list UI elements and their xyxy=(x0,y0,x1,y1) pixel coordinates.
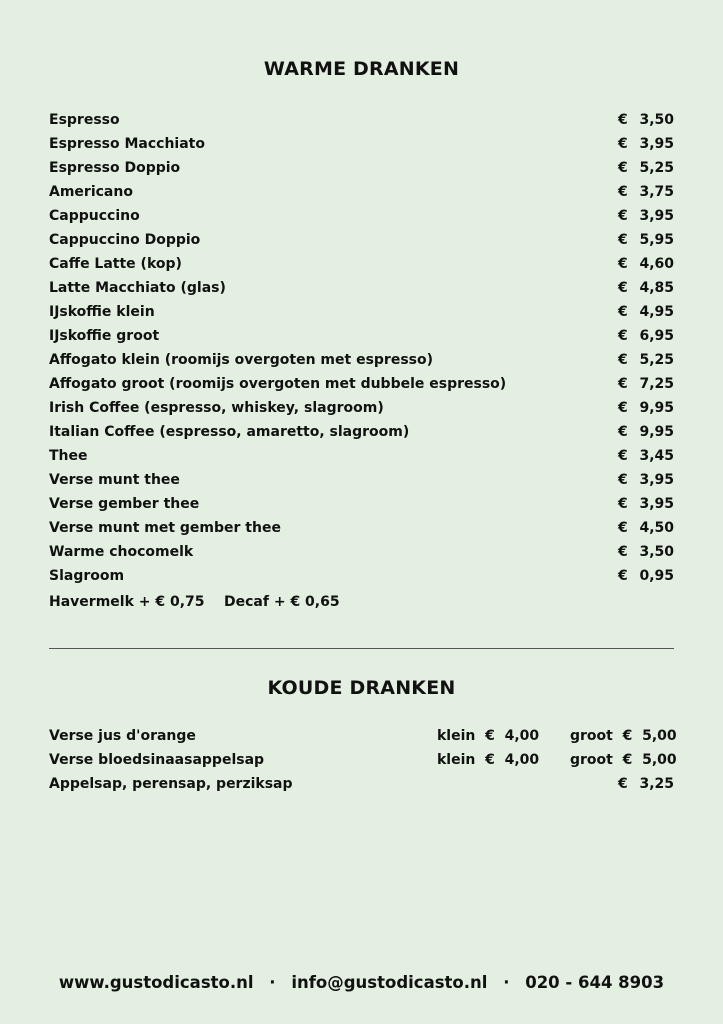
item-name: Cappuccino xyxy=(49,208,140,224)
item-price: 5,95 xyxy=(639,232,674,248)
item-name: Italian Coffee (espresso, amaretto, slagroom) xyxy=(49,424,410,440)
currency-symbol: € xyxy=(618,472,628,488)
item-name: Affogato klein (roomijs overgoten met espresso) xyxy=(49,352,434,368)
item-price: 6,95 xyxy=(639,328,674,344)
currency-symbol: € xyxy=(618,280,628,296)
menu-item xyxy=(49,252,674,276)
item-name: Caffe Latte (kop) xyxy=(49,256,182,272)
item-price: 3,95 xyxy=(639,472,674,488)
item-price: 4,85 xyxy=(639,280,674,296)
menu-item xyxy=(49,108,674,132)
item-name: Verse munt met gember thee xyxy=(49,520,281,536)
currency-symbol: € xyxy=(618,112,628,128)
currency-symbol: € xyxy=(618,328,628,344)
menu-item xyxy=(49,468,674,492)
item-price: 3,95 xyxy=(639,136,674,152)
item-price: 3,95 xyxy=(639,208,674,224)
item-price: 5,25 xyxy=(639,352,674,368)
item-name: Latte Macchiato (glas) xyxy=(49,280,226,296)
menu-item xyxy=(49,396,674,420)
email-link[interactable]: info@gustodicasto.nl xyxy=(291,973,488,992)
menu-item xyxy=(49,324,674,348)
section-divider xyxy=(49,648,674,649)
currency-symbol: € xyxy=(618,776,628,792)
milk-extras-row xyxy=(49,590,674,614)
currency-symbol: € xyxy=(618,568,628,584)
separator-dot: · xyxy=(503,973,510,992)
item-name: Appelsap, perensap, perziksap xyxy=(49,776,293,792)
large-size-price: groot € 5,00 xyxy=(570,752,677,768)
menu-item xyxy=(49,180,674,204)
menu-item xyxy=(49,420,674,444)
item-price: 5,25 xyxy=(639,160,674,176)
menu-item xyxy=(49,564,674,588)
item-name: Verse gember thee xyxy=(49,496,200,512)
menu-item xyxy=(49,540,674,564)
item-price: 4,95 xyxy=(639,304,674,320)
currency-symbol: € xyxy=(618,400,628,416)
currency-symbol: € xyxy=(618,448,628,464)
warm-drinks-title: WARME DRANKEN xyxy=(263,58,460,80)
menu-item xyxy=(49,772,674,796)
large-size-price: groot € 5,00 xyxy=(570,728,677,744)
menu-item xyxy=(49,228,674,252)
footer-contact xyxy=(0,973,723,992)
currency-symbol: € xyxy=(618,232,628,248)
separator-dot: · xyxy=(269,973,276,992)
currency-symbol: € xyxy=(618,304,628,320)
menu-item xyxy=(49,300,674,324)
small-size-price: klein € 4,00 xyxy=(437,728,540,744)
menu-item xyxy=(49,724,677,748)
item-price: 9,95 xyxy=(639,424,674,440)
currency-symbol: € xyxy=(618,544,628,560)
item-price: 7,25 xyxy=(639,376,674,392)
item-name: Warme chocomelk xyxy=(49,544,194,560)
menu-item xyxy=(49,748,677,772)
currency-symbol: € xyxy=(618,136,628,152)
item-name: Espresso xyxy=(49,112,120,128)
currency-symbol: € xyxy=(618,496,628,512)
item-price: 3,45 xyxy=(639,448,674,464)
currency-symbol: € xyxy=(618,208,628,224)
currency-symbol: € xyxy=(618,376,628,392)
menu-item xyxy=(49,156,674,180)
menu-item xyxy=(49,348,674,372)
small-size-price: klein € 4,00 xyxy=(437,752,540,768)
item-name: Thee xyxy=(49,448,88,464)
item-name: IJskoffie groot xyxy=(49,328,160,344)
menu-item xyxy=(49,204,674,228)
item-price: 3,50 xyxy=(639,112,674,128)
phone-number[interactable]: 020 - 644 8903 xyxy=(525,973,665,992)
item-price: 0,95 xyxy=(639,568,674,584)
item-name: Americano xyxy=(49,184,133,200)
item-price: 3,75 xyxy=(639,184,674,200)
menu-item xyxy=(49,516,674,540)
menu-item xyxy=(49,372,674,396)
currency-symbol: € xyxy=(618,424,628,440)
menu-item xyxy=(49,276,674,300)
currency-symbol: € xyxy=(618,520,628,536)
currency-symbol: € xyxy=(618,256,628,272)
item-name: Slagroom xyxy=(49,568,125,584)
item-name: Irish Coffee (espresso, whiskey, slagroom) xyxy=(49,400,384,416)
menu-item xyxy=(49,444,674,468)
currency-symbol: € xyxy=(618,352,628,368)
item-name: Cappuccino Doppio xyxy=(49,232,201,248)
item-price: 4,60 xyxy=(639,256,674,272)
item-price: 4,50 xyxy=(639,520,674,536)
currency-symbol: € xyxy=(618,160,628,176)
item-name: Verse bloedsinaasappelsap xyxy=(49,752,265,768)
menu-item xyxy=(49,132,674,156)
menu-item xyxy=(49,492,674,516)
item-price: 3,95 xyxy=(639,496,674,512)
item-price: 3,50 xyxy=(639,544,674,560)
item-name: Affogato groot (roomijs overgoten met dubbele espresso) xyxy=(49,376,507,392)
currency-symbol: € xyxy=(618,184,628,200)
website-link[interactable]: www.gustodicasto.nl xyxy=(58,973,254,992)
item-name: Verse jus d'orange xyxy=(49,728,196,744)
item-price: 9,95 xyxy=(639,400,674,416)
milk-extras-text: Havermelk + € 0,75 Decaf + € 0,65 xyxy=(49,594,340,610)
item-name: Verse munt thee xyxy=(49,472,180,488)
cold-drinks-title: KOUDE DRANKEN xyxy=(267,677,456,699)
item-price: 3,25 xyxy=(639,776,674,792)
item-name: Espresso Doppio xyxy=(49,160,181,176)
item-name: Espresso Macchiato xyxy=(49,136,205,152)
item-name: IJskoffie klein xyxy=(49,304,155,320)
